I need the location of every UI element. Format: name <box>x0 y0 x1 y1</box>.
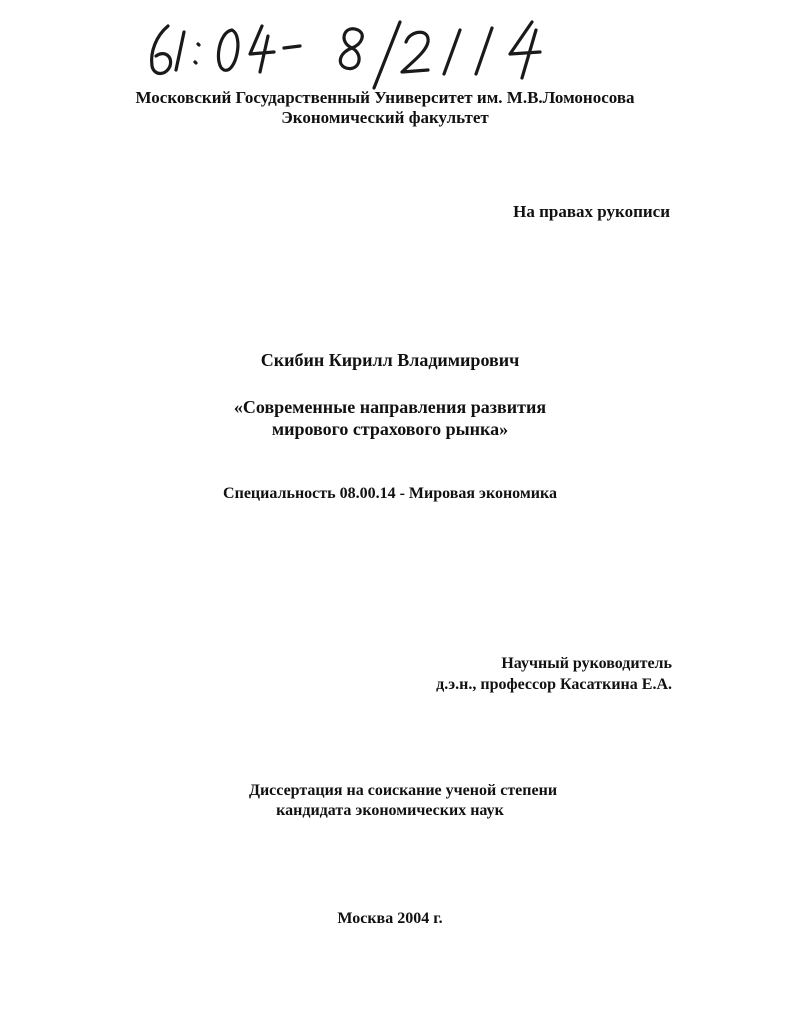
faculty-name: Экономический факультет <box>281 108 489 127</box>
supervisor-label: Научный руководитель <box>501 655 672 672</box>
dissertation-title-line-2: мирового страхового рынка» <box>271 419 509 439</box>
specialty: Специальность 08.00.14 - Мировая экономика <box>223 485 557 502</box>
dissertation-title-line-1: «Современные направления развития <box>233 397 547 417</box>
university-name: Московский Государственный Университет им. М.В.Ломоносова <box>135 88 635 107</box>
supervisor-name: д.э.н., профессор Касаткина Е.А. <box>436 676 672 693</box>
degree-statement-line-2: кандидата экономических наук <box>276 802 504 819</box>
handwritten-number-drawing <box>140 12 570 92</box>
rights-note: На правах рукописи <box>513 202 670 221</box>
degree-statement-line-1: Диссертация на соискание ученой степени <box>248 782 558 799</box>
author-name: Скибин Кирилл Владимирович <box>260 350 520 370</box>
place-and-year: Москва 2004 г. <box>337 910 443 927</box>
handwritten-archive-number <box>140 12 570 92</box>
